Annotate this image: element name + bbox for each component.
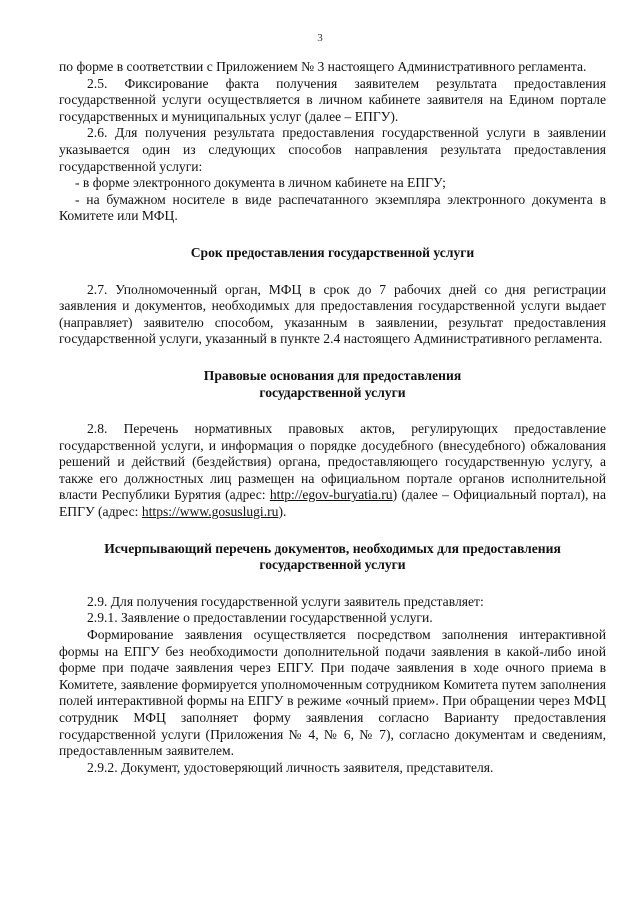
heading-line-2: государственной услуги — [259, 384, 406, 400]
list-item-paper: - на бумажном носителе в виде распечатанного экземпляра электронного документа в Комитете или МФЦ. — [59, 191, 606, 224]
paragraph-2-6: 2.6. Для получения результата предоставления государственной услуги в заявлении указывается один из следующих способов направления результата предоставления государственной услуги: — [59, 125, 606, 174]
paragraph-2-8 — [59, 421, 606, 521]
section-heading-term: Срок предоставления государственной услуги — [190, 244, 475, 260]
list-item-electronic: - в форме электронного документа в личном кабинете на ЕПГУ; — [75, 175, 446, 191]
document-body — [59, 59, 606, 776]
paragraph-continuation: по форме в соответствии с Приложением № 3 настоящего Административного регламента. — [59, 59, 587, 74]
link-egov-buryatia[interactable]: http://egov-buryatia.ru — [269, 487, 393, 503]
section-heading-documents — [59, 541, 606, 574]
paragraph-2-8-text: 2.8. Перечень нормативных правовых актов, регулирующих предоставление государственной услуги, и информация о порядке досудебного (внесудебного) обжалования решений и действий (бездействия) органа, предоставляющего государственную услугу, а также его должностных лиц размещен на официальном портале органов исполнительной власти Республики Бурятия (адрес: — [59, 421, 606, 503]
heading-line-1: Исчерпывающий перечень документов, необходимых для предоставления — [104, 540, 561, 556]
paragraph-2-5: 2.5. Фиксирование факта получения заявителем результата предоставления государственной услуги осуществляется в личном кабинете заявителя на Едином портале государственных и муниципальных услуг (далее – ЕПГУ). — [59, 75, 606, 124]
section-heading-legal-basis — [59, 368, 606, 401]
paragraph-2-9-2: 2.9.2. Документ, удостоверяющий личность заявителя, представителя. — [87, 759, 494, 775]
paragraph-2-9: 2.9. Для получения государственной услуги заявитель представляет: — [87, 593, 484, 609]
link-gosuslugi[interactable]: https://www.gosuslugi.ru — [141, 504, 279, 520]
heading-line-1: Правовые основания для предоставления — [203, 367, 462, 383]
paragraph-2-7: 2.7. Уполномоченный орган, МФЦ в срок до 7 рабочих дней со дня регистрации заявления и документов, необходимых для предоставления государственной услуги выдает (направляет) заявителю способом, указанным в заявлении, результат предоставления государственной услуги, указанный в пункте 2.4 настоящего Административного регламента. — [59, 281, 606, 347]
page-number: 3 — [317, 32, 323, 44]
paragraph-2-9-1-text: Формирование заявления осуществляется посредством заполнения интерактивной формы на ЕПГУ без необходимости дополнительной подачи заявления в какой-либо иной форме при подаче заявления через ЕПГУ. При подаче заявления в ходе очного приема в Комитете, заявление формируется уполномоченным сотрудником Комитета путем заполнения полей интерактивной формы на ЕПГУ в режиме «очный прием». При обращении через МФЦ сотрудник МФЦ заполняет форму заявления согласно Варианту предоставления государственной услуги (Приложения № 4, № 6, № 7), согласно документам и сведениям, предоставленным заявителем. — [59, 627, 606, 759]
heading-line-2: государственной услуги — [259, 557, 406, 573]
paragraph-2-8-end: ). — [278, 504, 287, 520]
paragraph-2-8-mid: ) (далее – Официальный портал), на ЕПГУ (адрес: — [59, 487, 606, 520]
paragraph-2-9-1: 2.9.1. Заявление о предоставлении государственной услуги. — [87, 610, 433, 626]
